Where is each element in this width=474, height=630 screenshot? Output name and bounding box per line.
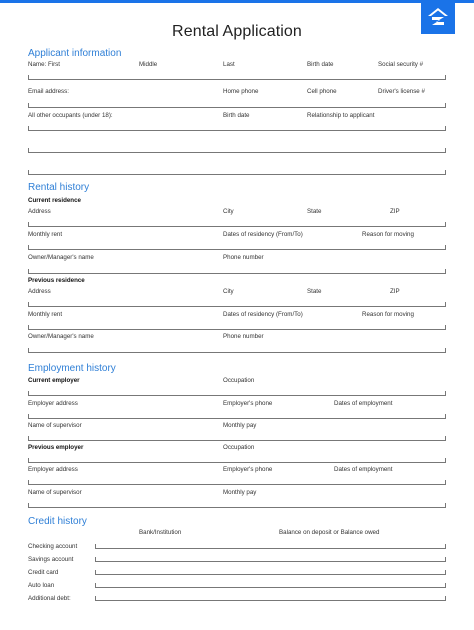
label-owner-name: Owner/Manager's name: [28, 254, 94, 261]
label-address: Address: [28, 288, 51, 295]
field-auto-loan[interactable]: [95, 583, 446, 588]
label-owner-name: Owner/Manager's name: [28, 333, 94, 340]
label-credit-card: Credit card: [28, 569, 59, 576]
label-zip: ZIP: [390, 288, 400, 295]
label-state: State: [307, 288, 322, 295]
label-state: State: [307, 208, 322, 215]
field-current-address[interactable]: [28, 222, 446, 227]
field-savings-account[interactable]: [95, 557, 446, 562]
label-cell-phone: Cell phone: [307, 88, 337, 95]
label-last-name: Last: [223, 61, 235, 68]
label-employer-phone: Employer's phone: [223, 466, 273, 473]
label-savings-account: Savings account: [28, 556, 74, 563]
subheading-previous-employer: Previous employer: [28, 444, 84, 451]
label-address: Address: [28, 208, 51, 215]
label-relationship: Relationship to applicant: [307, 112, 375, 119]
subheading-current-residence: Current residence: [28, 197, 81, 204]
label-employer-phone: Employer's phone: [223, 400, 273, 407]
section-applicant-heading: Applicant information: [28, 48, 122, 59]
label-phone-number: Phone number: [223, 333, 264, 340]
label-monthly-rent: Monthly rent: [28, 311, 63, 318]
label-employer-address: Employer address: [28, 400, 78, 407]
label-dates-employment: Dates of employment: [334, 400, 393, 407]
label-dates-employment: Dates of employment: [334, 466, 393, 473]
field-previous-employer-address-row[interactable]: [28, 480, 446, 485]
field-previous-supervisor-row[interactable]: [28, 503, 446, 508]
label-auto-loan: Auto loan: [28, 582, 55, 589]
label-ssn: Social security #: [378, 61, 424, 68]
page-title: Rental Application: [172, 23, 302, 40]
field-previous-employer-row[interactable]: [28, 458, 446, 463]
label-zip: ZIP: [390, 208, 400, 215]
label-additional-debt: Additional debt:: [28, 595, 71, 602]
field-occupants-line-3[interactable]: [28, 170, 446, 175]
field-current-employer-row[interactable]: [28, 391, 446, 396]
label-monthly-pay: Monthly pay: [223, 489, 257, 496]
label-employer-address: Employer address: [28, 466, 78, 473]
label-checking-account: Checking account: [28, 543, 78, 550]
label-monthly-rent: Monthly rent: [28, 231, 63, 238]
field-current-employer-address-row[interactable]: [28, 414, 446, 419]
label-dates-residency: Dates of residency (From/To): [223, 231, 303, 238]
label-drivers-license: Driver's license #: [378, 88, 425, 95]
subheading-previous-residence: Previous residence: [28, 277, 85, 284]
field-name-row[interactable]: [28, 75, 446, 80]
label-occupation: Occupation: [223, 444, 255, 451]
label-monthly-pay: Monthly pay: [223, 422, 257, 429]
section-rental-heading: Rental history: [28, 182, 90, 193]
label-home-phone: Home phone: [223, 88, 259, 95]
label-dates-residency: Dates of residency (From/To): [223, 311, 303, 318]
label-occupation: Occupation: [223, 377, 255, 384]
field-occupants-line-2[interactable]: [28, 148, 446, 153]
label-reason-moving: Reason for moving: [362, 311, 414, 318]
field-current-rent-row[interactable]: [28, 245, 446, 250]
label-phone-number: Phone number: [223, 254, 264, 261]
field-contact-row[interactable]: [28, 103, 446, 108]
label-middle-name: Middle: [139, 61, 158, 68]
field-current-owner-row[interactable]: [28, 269, 446, 274]
field-previous-rent-row[interactable]: [28, 325, 446, 330]
column-balance: Balance on deposit or Balance owed: [279, 529, 380, 536]
label-birth-date: Birth date: [307, 61, 334, 68]
label-email: Email address:: [28, 88, 69, 95]
label-occupant-birth-date: Birth date: [223, 112, 250, 119]
label-reason-moving: Reason for moving: [362, 231, 414, 238]
field-credit-card[interactable]: [95, 570, 446, 575]
top-accent-bar: [0, 0, 474, 3]
field-additional-debt[interactable]: [95, 596, 446, 601]
subheading-current-employer: Current employer: [28, 377, 80, 384]
section-credit-heading: Credit history: [28, 516, 87, 527]
field-checking-account[interactable]: [95, 544, 446, 549]
field-current-supervisor-row[interactable]: [28, 436, 446, 441]
section-employment-heading: Employment history: [28, 363, 116, 374]
field-previous-owner-row[interactable]: [28, 348, 446, 353]
field-occupants-line-1[interactable]: [28, 126, 446, 131]
label-supervisor: Name of supervisor: [28, 489, 82, 496]
label-city: City: [223, 288, 234, 295]
label-other-occupants: All other occupants (under 18):: [28, 112, 113, 119]
label-supervisor: Name of supervisor: [28, 422, 82, 429]
column-bank-institution: Bank/Institution: [139, 529, 182, 536]
label-first-name: Name: First: [28, 61, 60, 68]
field-previous-address[interactable]: [28, 302, 446, 307]
label-city: City: [223, 208, 234, 215]
